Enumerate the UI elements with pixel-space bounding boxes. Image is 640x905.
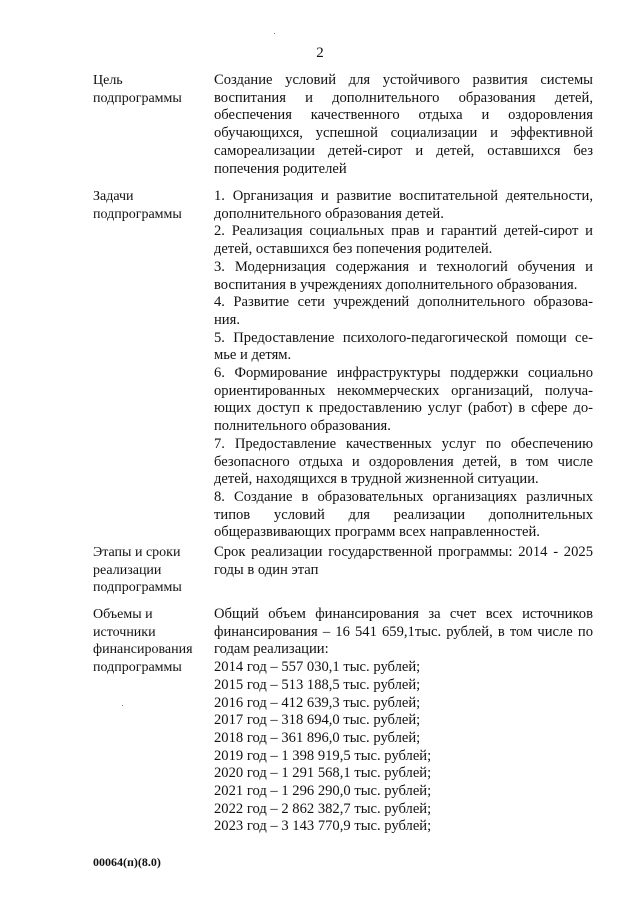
funding-year: 2015 год – 513 188,5 тыс. рублей; <box>214 676 421 693</box>
funding-year: 2016 год – 412 639,3 тыс. рублей; <box>214 694 421 711</box>
scan-speck <box>274 33 275 34</box>
row-tasks-label <box>93 188 208 223</box>
label-line: подпрограммы <box>93 90 182 106</box>
funding-year: 2017 год – 318 694,0 тыс. рублей; <box>214 712 421 729</box>
funding-year: 2014 год – 557 030,1 тыс. рублей; <box>214 659 421 676</box>
label-line: подпрограммы <box>93 659 182 675</box>
task-item: 1. Организация и развитие воспитательной деятельности, дополнительного образования детей. <box>214 188 593 222</box>
funding-year: 2018 год – 361 896,0 тыс. рублей; <box>214 729 421 746</box>
funding-year: 2019 год – 1 398 919,5 тыс. рублей; <box>214 747 432 764</box>
label-line: подпрограммы <box>93 206 182 222</box>
document-code: 00064(п)(8.0) <box>93 855 161 869</box>
row-stages-text: Срок реализации государственной программы: 2014 - 2025 годы в один этап <box>214 544 593 578</box>
task-item: 7. Предоставление качественных услуг по обеспечению безопасного отдыха и оздоровления детей, в том числе детей, находящихся в трудной жизненной ситуации. <box>214 435 593 488</box>
label-line: Объемы и <box>93 607 153 622</box>
row-goal-label <box>93 72 208 107</box>
label-line: Задачи <box>93 189 134 204</box>
label-line: подпрограммы <box>93 580 182 596</box>
funding-intro: Общий объем финансирования за счет всех источников финансирования – 16 541 659,1тыс. рублей, в том числе по годам реализации: <box>214 606 593 658</box>
label-line: реализации <box>93 562 162 578</box>
page-number: 2 <box>316 45 324 61</box>
row-tasks-list <box>214 188 593 542</box>
task-item: 4. Развитие сети учреждений дополнительного образова-ния. <box>214 294 593 328</box>
funding-year: 2021 год – 1 296 290,0 тыс. рублей; <box>214 783 432 800</box>
funding-year: 2020 год – 1 291 568,1 тыс. рублей; <box>214 765 432 782</box>
row-goal-text: Создание условий для устойчивого развития системы воспитания и дополнительного образования детей, обеспечения качественного отдыха и оздоровления обучающихся, успешной социализации и эффективной самореализации детей-сирот и детей, оставшихся без попечения родителей <box>214 72 593 177</box>
task-item: 2. Реализация социальных прав и гарантий детей-сирот и детей, оставшихся без попечения родителей. <box>214 223 593 258</box>
label-line: финансирования <box>93 642 193 658</box>
scan-speck <box>122 705 123 706</box>
row-stages-label <box>93 544 208 597</box>
row-funding-content <box>214 606 593 836</box>
row-funding-label <box>93 606 208 676</box>
task-item: 6. Формирование инфраструктуры поддержки социально ориентированных некоммерческих организаций, получа-ющих доступ к предоставлению услуг (работ) в сфере до-полнительного образования. <box>214 365 593 435</box>
funding-year: 2022 год – 2 862 382,7 тыс. рублей; <box>214 800 432 817</box>
label-line: источники <box>93 624 156 640</box>
task-item: 5. Предоставление психолого-педагогической помощи се-мье и детям. <box>214 329 593 364</box>
label-line: Этапы и сроки <box>93 545 181 560</box>
funding-year: 2023 год – 3 143 770,9 тыс. рублей; <box>214 818 432 835</box>
label-line: Цель <box>93 73 123 88</box>
task-item: 3. Модернизация содержания и технологий обучения и воспитания в учреждениях дополнительного образования. <box>214 258 593 293</box>
task-item: 8. Создание в образовательных организациях различных типов условий для реализации дополнительных общеразвивающих программ всех направленностей. <box>214 488 593 541</box>
